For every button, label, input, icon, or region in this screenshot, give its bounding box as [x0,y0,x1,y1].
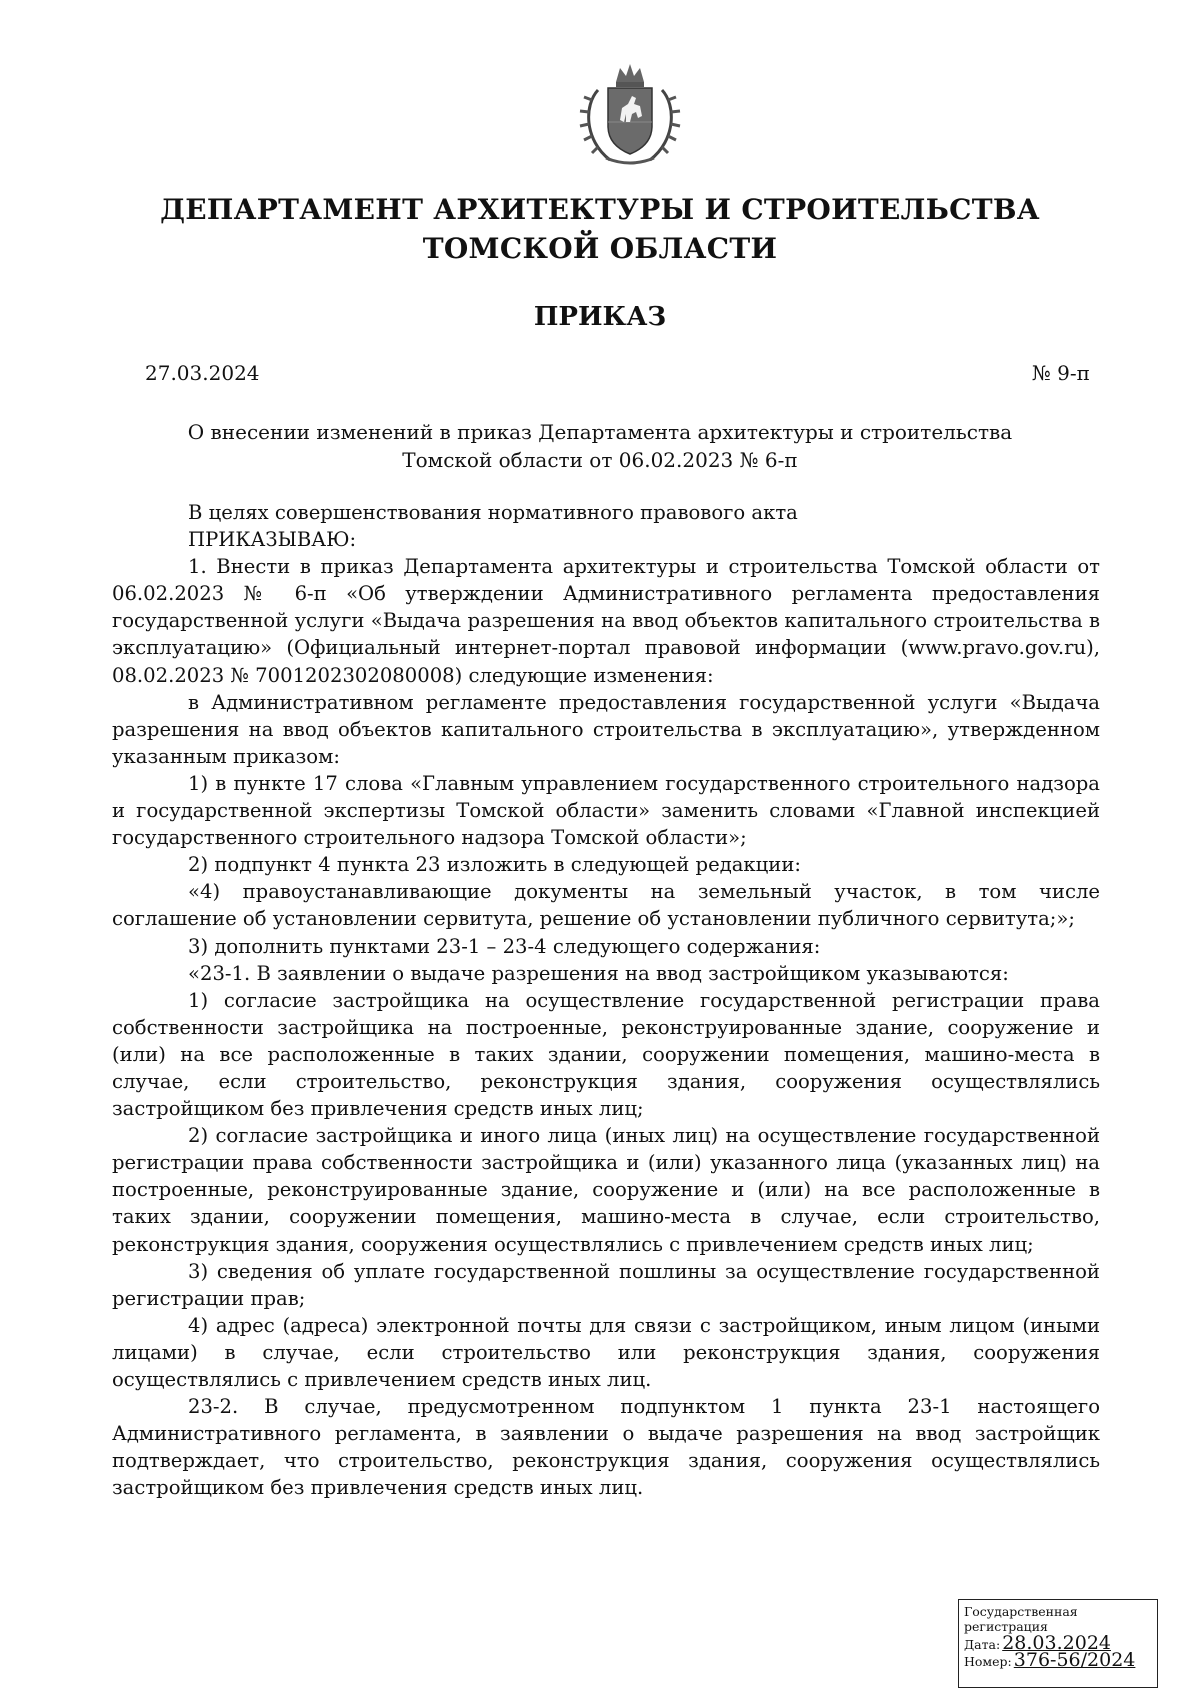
subject-line2: Томской области от 06.02.2023 № 6-п [402,448,798,472]
stamp-number-value: 376-56/2024 [1013,1649,1136,1671]
stamp-number-label: Номер: [964,1654,1012,1669]
paragraph: 2) согласие застройщика и иного лица (иных лиц) на осуществление государственной регистрации права собственности застройщика и (или) указанного лица (указанных лиц) на построенные, реконструированные здание, сооружение и (или) на все расположенные в таких здании, сооружении помещения, машино-места в случае, если строительство, реконструкция здания, сооружения осуществлялись с привлечением средств иных лиц; [112,1124,1100,1256]
paragraph: 1. Внести в приказ Департамента архитектуры и строительства Томской области от 06.02.2023 № 6-п «Об утверждении Административного регламента предоставления государственной услуги «Выдача разрешения на ввод объектов капитального строительства в эксплуатацию» (Официальный интернет-портал правовой информации (www.pravo.gov.ru), 08.02.2023 № 7001202302080008) следующие изменения: [112,555,1100,687]
document-date: 27.03.2024 [145,361,260,385]
stamp-number-row [964,1649,1152,1671]
paragraph: 2) подпункт 4 пункта 23 изложить в следующей редакции: [188,853,802,877]
department-name-line1: ДЕПАРТАМЕНТ АРХИТЕКТУРЫ И СТРОИТЕЛЬСТВА [160,193,1040,226]
document-number: № 9-п [1031,361,1090,385]
coat-of-arms-icon [570,60,690,170]
paragraph: 3) сведения об уплате государственной пошлины за осуществление государственной регистрации прав; [112,1259,1100,1310]
paragraph: 23-2. В случае, предусмотренном подпунктом 1 пункта 23-1 настоящего Административного регламента, в заявлении о выдаче разрешения на ввод застройщик подтверждает, что строительство, реконструкция здания, сооружения осуществлялись застройщиком без привлечения средств иных лиц. [112,1395,1100,1500]
paragraph: ПРИКАЗЫВАЮ: [188,528,357,552]
paragraph: «4) правоустанавливающие документы на земельный участок, в том числе соглашение об установлении сервитута, решение об установлении публичного сервитута;»; [112,880,1100,931]
paragraph: 1) согласие застройщика на осуществление государственной регистрации права собственности застройщика на построенные, реконструированные здание, сооружение и (или) на все расположенные в таких здании, сооружении помещения, машино-места в случае, если строительство, реконструкция здания, сооружения осуществлялись застройщиком без привлечения средств иных лиц; [112,988,1100,1121]
document-type: ПРИКАЗ [533,302,667,332]
stamp-title: Государственная регистрация [964,1604,1078,1634]
document-body [112,499,1100,1501]
registration-stamp [958,1599,1158,1688]
subject-line1: О внесении изменений в приказ Департамента архитектуры и строительства [187,420,1013,444]
paragraph: 3) дополнить пунктами 23-1 – 23-4 следующего содержания: [188,934,821,958]
paragraph: 1) в пункте 17 слова «Главным управлением государственного строительного надзора и государственной экспертизы Томской области» заменить словами «Главной инспекцией государственного строительного надзора Томской области»; [112,771,1100,850]
department-name-line2: ТОМСКОЙ ОБЛАСТИ [422,232,778,265]
paragraph: В целях совершенствования нормативного правового акта [188,501,798,524]
paragraph: в Административном регламенте предоставления государственной услуги «Выдача разрешения на ввод объектов капитального строительства в эксплуатацию», утвержденном указанным приказом: [112,690,1100,768]
paragraph: 4) адрес (адреса) электронной почты для связи с застройщиком, иным лицом (иными лицами) в случае, если строительство или реконструкция здания, сооружения осуществлялись с привлечением средств иных лиц. [112,1313,1100,1391]
stamp-date-label: Дата: [964,1637,1001,1652]
paragraph: «23-1. В заявлении о выдаче разрешения на ввод застройщиком указываются: [188,961,1009,985]
stamp-date-value: 28.03.2024 [1002,1632,1111,1654]
